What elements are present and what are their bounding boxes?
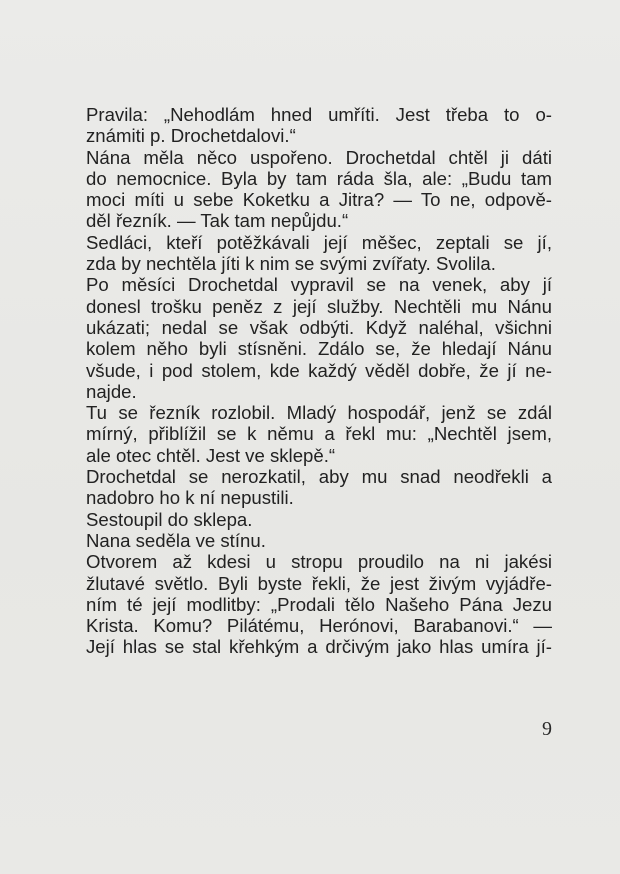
page-number: 9 [542, 718, 552, 740]
text-line: Sedláci, kteří potěžkávali její měšec, zeptali se jí, [86, 231, 552, 253]
text-line: Nána měla něco uspořeno. Drochetdal chtěl ji dáti [86, 146, 552, 168]
text-line: ním té její modlitby: „Prodali tělo Našeho Pána Jezu [86, 593, 552, 615]
text-line: žlutavé světlo. Byli byste řekli, že jest živým vyjádře- [86, 572, 552, 594]
text-line: zda by nechtěla jíti k nim se svými zvířaty. Svolila. [86, 253, 496, 275]
text-line: děl řezník. — Tak tam nepůjdu.“ [86, 210, 349, 232]
text-line: Krista. Komu? Pilátému, Herónovi, Barabanovi.“ — [86, 615, 552, 637]
text-line: donesl trošku peněz z její služby. Nechtěli mu Nánu [86, 295, 552, 317]
text-line: Její hlas se stal křehkým a drčivým jako hlas umíra jí- [86, 636, 552, 658]
text-line: Sestoupil do sklepa. [86, 508, 253, 530]
body-text [86, 104, 552, 658]
text-line: ale otec chtěl. Jest ve sklepě.“ [86, 444, 336, 466]
text-line: do nemocnice. Byla by tam ráda šla, ale: „Budu tam [86, 167, 552, 189]
text-line: známiti p. Drochetdalovi.“ [86, 125, 296, 147]
text-line: najde. [86, 380, 137, 402]
text-line: Po měsíci Drochetdal vypravil se na venek, aby jí [86, 274, 552, 296]
text-line: ukázati; nedal se však odbýti. Když naléhal, všichni [86, 316, 552, 338]
text-line: Nana seděla ve stínu. [86, 529, 266, 551]
text-line: všude, i pod stolem, kde každý věděl dobře, že jí ne- [86, 359, 552, 381]
text-line: mírný, přiblížil se k němu a řekl mu: „Nechtěl jsem, [86, 423, 552, 445]
text-line: Otvorem až kdesi u stropu proudilo na ni jakési [86, 551, 552, 573]
text-line: Drochetdal se nerozkatil, aby mu snad neodřekli a [86, 466, 552, 488]
text-line: Pravila: „Nehodlám hned umříti. Jest třeba to o- [86, 104, 552, 125]
text-line: Tu se řezník rozlobil. Mladý hospodář, jenž se zdál [86, 402, 552, 424]
text-line: nadobro ho k ní nepustili. [86, 487, 294, 509]
text-line: moci míti u sebe Koketku a Jitra? — To ne, odpově- [86, 189, 552, 211]
text-line: kolem něho byli stísněni. Zdálo se, že hledají Nánu [86, 338, 552, 360]
